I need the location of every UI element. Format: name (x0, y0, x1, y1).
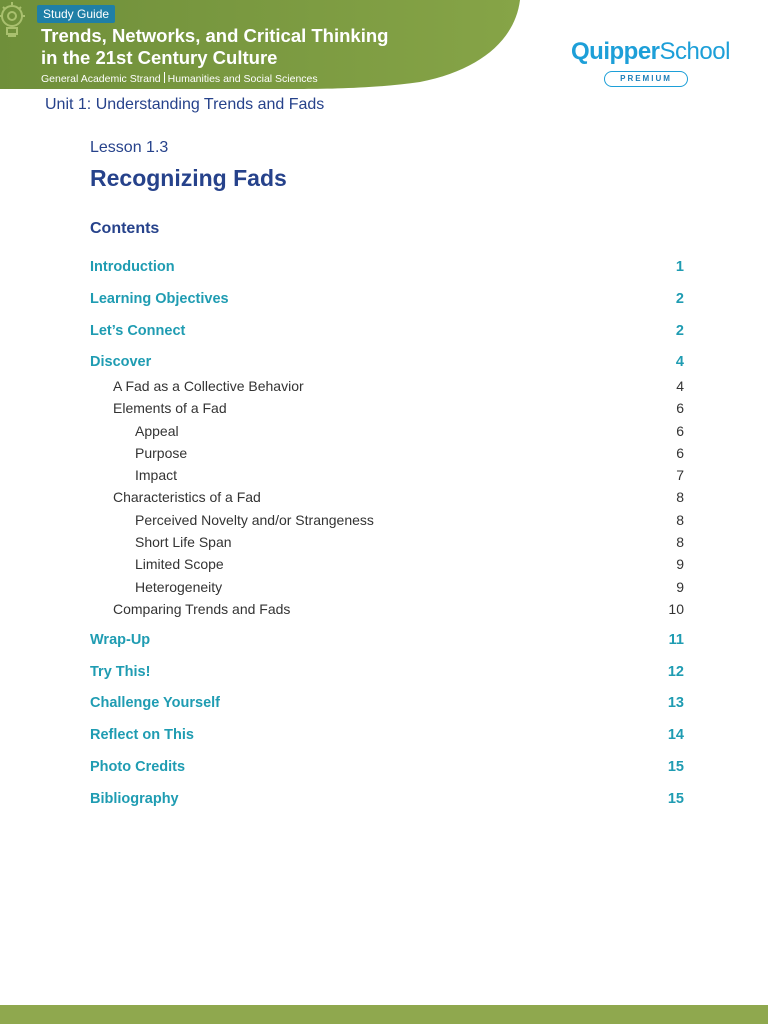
toc-entry[interactable] (90, 257, 684, 279)
footer-bar (0, 1005, 768, 1024)
toc-entry-label: Comparing Trends and Fads (113, 601, 291, 617)
separator (164, 72, 165, 83)
toc-subsubentry[interactable] (90, 510, 684, 532)
toc-entry-page: 9 (676, 579, 684, 595)
toc-entry-page: 14 (667, 727, 684, 743)
toc-entry[interactable] (90, 725, 684, 747)
toc-subsubentry[interactable] (90, 532, 684, 554)
toc-entry-label: Heterogeneity (135, 579, 223, 595)
lightbulb-gear-icon (0, 0, 30, 46)
toc-entry-label: Let’s Connect (90, 323, 186, 339)
toc-entry-page: 4 (675, 354, 684, 370)
toc-entry[interactable] (90, 630, 684, 652)
toc-entry-label: Photo Credits (90, 759, 186, 775)
toc-subentry[interactable] (90, 487, 684, 509)
toc-subsubentry[interactable] (90, 577, 684, 599)
quipper-school-logo (571, 38, 730, 90)
toc-subsubentry[interactable] (90, 554, 684, 576)
toc-subsubentry[interactable] (90, 443, 684, 465)
toc-entry-label: Elements of a Fad (113, 400, 227, 416)
study-guide-badge: Study Guide (37, 5, 115, 23)
toc-subsubentry[interactable] (90, 465, 684, 487)
toc-entry-page: 6 (676, 423, 684, 439)
logo-wordmark (571, 38, 730, 66)
track-label: Humanities and Social Sciences (167, 73, 318, 85)
toc-entry-label: Reflect on This (90, 727, 194, 743)
toc-entry-page: 10 (668, 601, 684, 617)
toc-entry-label: Short Life Span (135, 534, 232, 550)
course-title-line2: in the 21st Century Culture (41, 47, 278, 68)
toc-entry-label: Wrap-Up (90, 632, 151, 648)
toc-subsubentry[interactable] (90, 421, 684, 443)
toc-entry-page: 6 (676, 445, 684, 461)
toc-subentry[interactable] (90, 599, 684, 621)
toc-entry-label: Appeal (135, 423, 179, 439)
toc-entry-page: 9 (676, 556, 684, 572)
lesson-title: Recognizing Fads (90, 165, 287, 191)
toc-entry-page: 13 (667, 695, 684, 711)
toc-entry[interactable] (90, 789, 684, 811)
logo-word-bold: Quipper (571, 38, 660, 65)
toc-subentry[interactable] (90, 376, 684, 398)
toc-entry-label: Characteristics of a Fad (113, 489, 261, 505)
course-title (41, 25, 431, 69)
logo-premium-tag: PREMIUM (604, 71, 688, 87)
lesson-label: Lesson 1.3 (90, 139, 169, 156)
toc-entry[interactable] (90, 321, 684, 343)
course-title-line1: Trends, Networks, and Critical Thinking (41, 25, 389, 46)
toc-entry-page: 11 (668, 632, 684, 648)
toc-entry-page: 4 (676, 378, 684, 394)
toc-entry-label: Introduction (90, 259, 175, 275)
toc-entry-page: 15 (667, 791, 684, 807)
toc-entry-label: Purpose (135, 445, 188, 461)
strand-label: General Academic Strand (41, 73, 161, 85)
contents-heading: Contents (90, 220, 160, 237)
toc-entry-label: Try This! (90, 664, 151, 680)
toc-entry-page: 2 (675, 291, 684, 307)
toc-entry-page: 1 (675, 259, 684, 275)
toc-entry[interactable] (90, 289, 684, 311)
toc-entry-label: Bibliography (90, 791, 179, 807)
toc-entry-label: Perceived Novelty and/or Strangeness (135, 512, 374, 528)
toc-entry-label: Learning Objectives (90, 291, 229, 307)
logo-word-light: School (659, 38, 730, 65)
toc-entry-page: 7 (676, 467, 684, 483)
toc-entry-page: 8 (676, 489, 684, 505)
toc-entry-label: Impact (135, 467, 178, 483)
unit-title: Unit 1: Understanding Trends and Fads (45, 96, 325, 113)
strand-line (41, 72, 318, 86)
toc-entry[interactable] (90, 662, 684, 684)
toc-entry[interactable] (90, 757, 684, 779)
toc-subentry[interactable] (90, 398, 684, 420)
toc-entry-page: 8 (676, 512, 684, 528)
toc-entry[interactable] (90, 352, 684, 374)
toc-entry-label: Discover (90, 354, 152, 370)
toc-entry-label: Limited Scope (135, 556, 224, 572)
toc-entry-page: 12 (667, 664, 684, 680)
toc-entry-label: A Fad as a Collective Behavior (113, 378, 304, 394)
toc-entry-label: Challenge Yourself (90, 695, 220, 711)
toc-entry-page: 15 (667, 759, 684, 775)
toc-entry-page: 2 (675, 323, 684, 339)
toc-entry-page: 8 (676, 534, 684, 550)
toc-entry[interactable] (90, 693, 684, 715)
toc-entry-page: 6 (676, 400, 684, 416)
